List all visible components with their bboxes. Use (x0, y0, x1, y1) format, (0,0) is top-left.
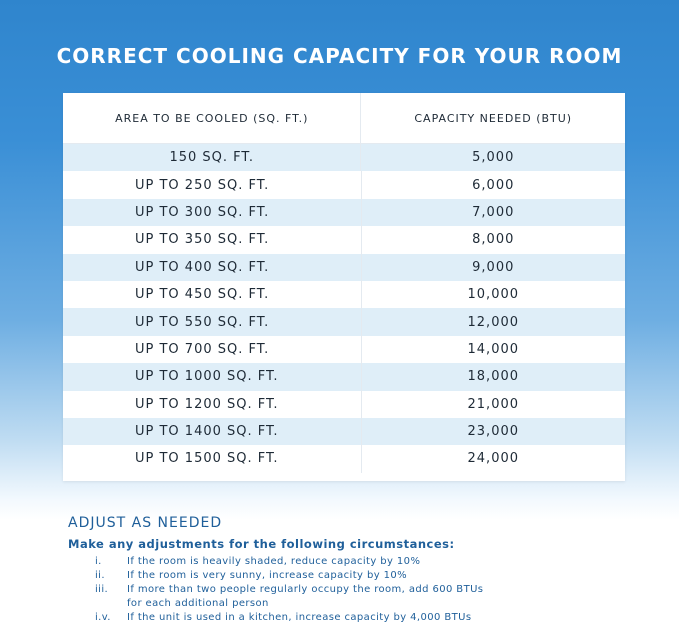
capacity-cell: 23,000 (361, 418, 625, 445)
list-item (68, 555, 648, 569)
area-cell: UP TO 1500 SQ. FT. (135, 451, 279, 467)
capacity-cell: 9,000 (361, 254, 625, 281)
area-cell: UP TO 1200 SQ. FT. (135, 396, 279, 412)
area-cell: UP TO 400 SQ. FT. (135, 259, 270, 275)
capacity-cell: 8,000 (361, 226, 625, 253)
area-cell: UP TO 550 SQ. FT. (135, 314, 270, 330)
capacity-cell: 12,000 (361, 308, 625, 335)
list-item-number: i. (95, 556, 102, 567)
table-row (63, 226, 625, 253)
header-capacity: CAPACITY NEEDED (BTU) (360, 93, 625, 143)
list-item (68, 583, 648, 611)
table-header (63, 93, 625, 144)
area-cell: UP TO 1400 SQ. FT. (135, 424, 279, 440)
table-row (63, 308, 625, 335)
capacity-cell: 7,000 (361, 199, 625, 226)
table-row (63, 254, 625, 281)
capacity-cell: 21,000 (361, 391, 625, 418)
table-row (63, 445, 625, 472)
table-row (63, 199, 625, 226)
page-title: CORRECT COOLING CAPACITY FOR YOUR ROOM (56, 44, 623, 68)
list-item (68, 611, 648, 625)
adjust-heading: ADJUST AS NEEDED (68, 515, 223, 531)
list-item-text: If the room is very sunny, increase capacity by 10% (127, 570, 408, 581)
area-cell: UP TO 350 SQ. FT. (135, 232, 270, 248)
area-cell: UP TO 1000 SQ. FT. (135, 369, 279, 385)
area-cell: UP TO 700 SQ. FT. (135, 341, 270, 357)
table-row (63, 281, 625, 308)
capacity-cell: 6,000 (361, 171, 625, 198)
list-item-text: If the room is heavily shaded, reduce capacity by 10% (127, 556, 421, 567)
table-row (63, 336, 625, 363)
list-item-text: If the unit is used in a kitchen, increase capacity by 4,000 BTUs (127, 612, 472, 623)
capacity-cell: 5,000 (360, 144, 625, 171)
list-item (68, 569, 648, 583)
capacity-table (63, 93, 625, 481)
area-cell: UP TO 300 SQ. FT. (135, 204, 270, 220)
list-item-text: If more than two people regularly occupy the room, add 600 BTUs for each additional person (127, 584, 484, 609)
list-item-number: i.v. (95, 612, 111, 623)
adjust-section (68, 515, 648, 625)
area-cell: UP TO 250 SQ. FT. (135, 177, 270, 193)
capacity-cell: 14,000 (361, 336, 625, 363)
area-cell: UP TO 450 SQ. FT. (135, 287, 270, 303)
header-area: AREA TO BE COOLED (SQ. FT.) (115, 111, 309, 125)
list-item-number: ii. (95, 570, 105, 581)
capacity-cell: 18,000 (361, 363, 625, 390)
table-row (63, 144, 625, 171)
capacity-cell: 10,000 (361, 281, 625, 308)
table-row (63, 363, 625, 390)
adjust-subheading: Make any adjustments for the following circumstances: (68, 537, 455, 551)
table-row (63, 418, 625, 445)
area-cell: 150 SQ. FT. (169, 150, 254, 166)
table-row (63, 171, 625, 198)
list-item-number: iii. (95, 584, 109, 595)
capacity-cell: 24,000 (361, 445, 625, 472)
table-row (63, 391, 625, 418)
